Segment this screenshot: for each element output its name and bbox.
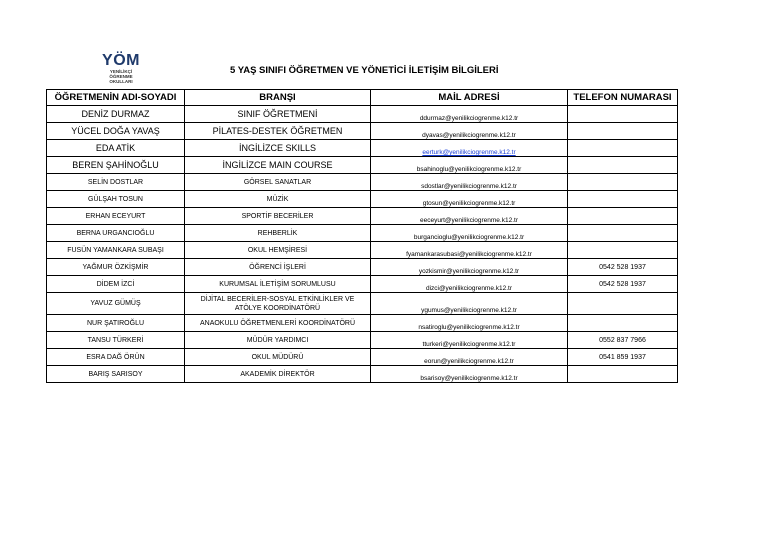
logo-line-3: OKULLARI — [109, 79, 133, 84]
mail-cell: yozkismir@yenilikciogrenme.k12.tr — [371, 259, 568, 276]
name-cell: TANSU TÜRKERİ — [47, 332, 185, 349]
table-row — [47, 225, 678, 242]
logo-line-2: ÖĞRENME — [109, 74, 133, 79]
header-mail: MAİL ADRESİ — [371, 90, 568, 106]
table-row — [47, 293, 678, 315]
mail-cell: dizci@yenilikciogrenme.k12.tr — [371, 276, 568, 293]
name-cell: SELİN DOSTLAR — [47, 174, 185, 191]
name-cell: BEREN ŞAHİNOĞLU — [47, 157, 185, 174]
dept-cell: OKUL MÜDÜRÜ — [185, 349, 371, 366]
dept-cell: İNGİLİZCE MAIN COURSE — [185, 157, 371, 174]
phone-cell — [568, 174, 678, 191]
table-header-row — [47, 90, 678, 106]
mail-cell: nsatiroglu@yenilikciogrenme.k12.tr — [371, 315, 568, 332]
dept-cell: İNGİLİZCE SKILLS — [185, 140, 371, 157]
name-cell: YÜCEL DOĞA YAVAŞ — [47, 123, 185, 140]
name-cell: YAĞMUR ÖZKİŞMİR — [47, 259, 185, 276]
header-name: ÖĞRETMENİN ADI-SOYADI — [47, 90, 185, 106]
table-row — [47, 332, 678, 349]
table-row — [47, 191, 678, 208]
table-row — [47, 174, 678, 191]
dept-cell: MÜZİK — [185, 191, 371, 208]
table-row — [47, 208, 678, 225]
mail-link[interactable]: eerturk@yenilikciogrenme.k12.tr — [422, 149, 516, 156]
phone-cell — [568, 106, 678, 123]
phone-cell — [568, 225, 678, 242]
table-row — [47, 315, 678, 332]
contact-table — [46, 89, 678, 383]
table-row — [47, 123, 678, 140]
dept-cell: GÖRSEL SANATLAR — [185, 174, 371, 191]
name-cell: FUSÜN YAMANKARA SUBAŞI — [47, 242, 185, 259]
phone-cell — [568, 191, 678, 208]
name-cell: ESRA DAĞ ÖRÜN — [47, 349, 185, 366]
dept-cell: SPORTİF BECERİLER — [185, 208, 371, 225]
mail-cell: dyavas@yenilikciogrenme.k12.tr — [371, 123, 568, 140]
mail-cell: eeceyurt@yenilikciogrenme.k12.tr — [371, 208, 568, 225]
phone-cell: 0541 859 1937 — [568, 349, 678, 366]
table-row — [47, 242, 678, 259]
name-cell: GÜLŞAH TOSUN — [47, 191, 185, 208]
dept-cell: AKADEMİK DİREKTÖR — [185, 366, 371, 383]
mail-cell: bsahinoglu@yenilikciogrenme.k12.tr — [371, 157, 568, 174]
header-dept: BRANŞI — [185, 90, 371, 106]
table-row — [47, 349, 678, 366]
dept-cell: ÖĞRENCİ İŞLERİ — [185, 259, 371, 276]
page-title: 5 YAŞ SINIFI ÖĞRETMEN VE YÖNETİCİ İLETİŞİM BİLGİLERİ — [230, 65, 499, 76]
dept-cell: ANAOKULU ÖĞRETMENLERİ KOORDİNATÖRÜ — [185, 315, 371, 332]
table-row — [47, 366, 678, 383]
mail-cell: ygumus@yenilikciogrenme.k12.tr — [371, 293, 568, 315]
dept-cell: DİJİTAL BECERİLER-SOSYAL ETKİNLİKLER VE ATÖLYE KOORDİNATÖRÜ — [185, 293, 371, 315]
dept-cell: REHBERLİK — [185, 225, 371, 242]
logo-line-1: YENİLİKÇİ — [109, 69, 133, 74]
name-cell: DİDEM İZCİ — [47, 276, 185, 293]
phone-cell — [568, 140, 678, 157]
phone-cell — [568, 157, 678, 174]
mail-cell: fyamankarasubasi@yenilikciogrenme.k12.tr — [371, 242, 568, 259]
mail-cell: burgancioglu@yenilikciogrenme.k12.tr — [371, 225, 568, 242]
table-row — [47, 157, 678, 174]
dept-cell: PİLATES-DESTEK ÖĞRETMEN — [185, 123, 371, 140]
name-cell: YAVUZ GÜMÜŞ — [47, 293, 185, 315]
logo-mark: YÖM — [102, 52, 140, 69]
mail-cell: tturkeri@yenilikciogrenme.k12.tr — [371, 332, 568, 349]
phone-cell: 0542 528 1937 — [568, 259, 678, 276]
mail-cell — [371, 140, 568, 157]
dept-cell: OKUL HEMŞİRESİ — [185, 242, 371, 259]
phone-cell — [568, 293, 678, 315]
name-cell: EDA ATİK — [47, 140, 185, 157]
phone-cell — [568, 242, 678, 259]
phone-cell — [568, 315, 678, 332]
mail-cell: bsarisoy@yenilikciogrenme.k12.tr — [371, 366, 568, 383]
mail-cell: eorun@yenilikciogrenme.k12.tr — [371, 349, 568, 366]
mail-cell: ddurmaz@yenilikciogrenme.k12.tr — [371, 106, 568, 123]
mail-cell: gtosun@yenilikciogrenme.k12.tr — [371, 191, 568, 208]
dept-cell: SINIF ÖĞRETMENİ — [185, 106, 371, 123]
table-row — [47, 106, 678, 123]
name-cell: BERNA URGANCIOĞLU — [47, 225, 185, 242]
name-cell: ERHAN ECEYURT — [47, 208, 185, 225]
school-logo — [100, 53, 142, 93]
name-cell: DENİZ DURMAZ — [47, 106, 185, 123]
name-cell: NUR ŞATIROĞLU — [47, 315, 185, 332]
table-row — [47, 259, 678, 276]
phone-cell: 0552 837 7966 — [568, 332, 678, 349]
table-row — [47, 276, 678, 293]
dept-cell: KURUMSAL İLETİŞİM SORUMLUSU — [185, 276, 371, 293]
header-phone: TELEFON NUMARASI — [568, 90, 678, 106]
phone-cell — [568, 123, 678, 140]
table-body — [47, 106, 678, 383]
phone-cell — [568, 208, 678, 225]
phone-cell — [568, 366, 678, 383]
mail-cell: sdostlar@yenilikciogrenme.k12.tr — [371, 174, 568, 191]
dept-cell: MÜDÜR YARDIMCI — [185, 332, 371, 349]
phone-cell: 0542 528 1937 — [568, 276, 678, 293]
table-row — [47, 140, 678, 157]
name-cell: BARIŞ SARISOY — [47, 366, 185, 383]
